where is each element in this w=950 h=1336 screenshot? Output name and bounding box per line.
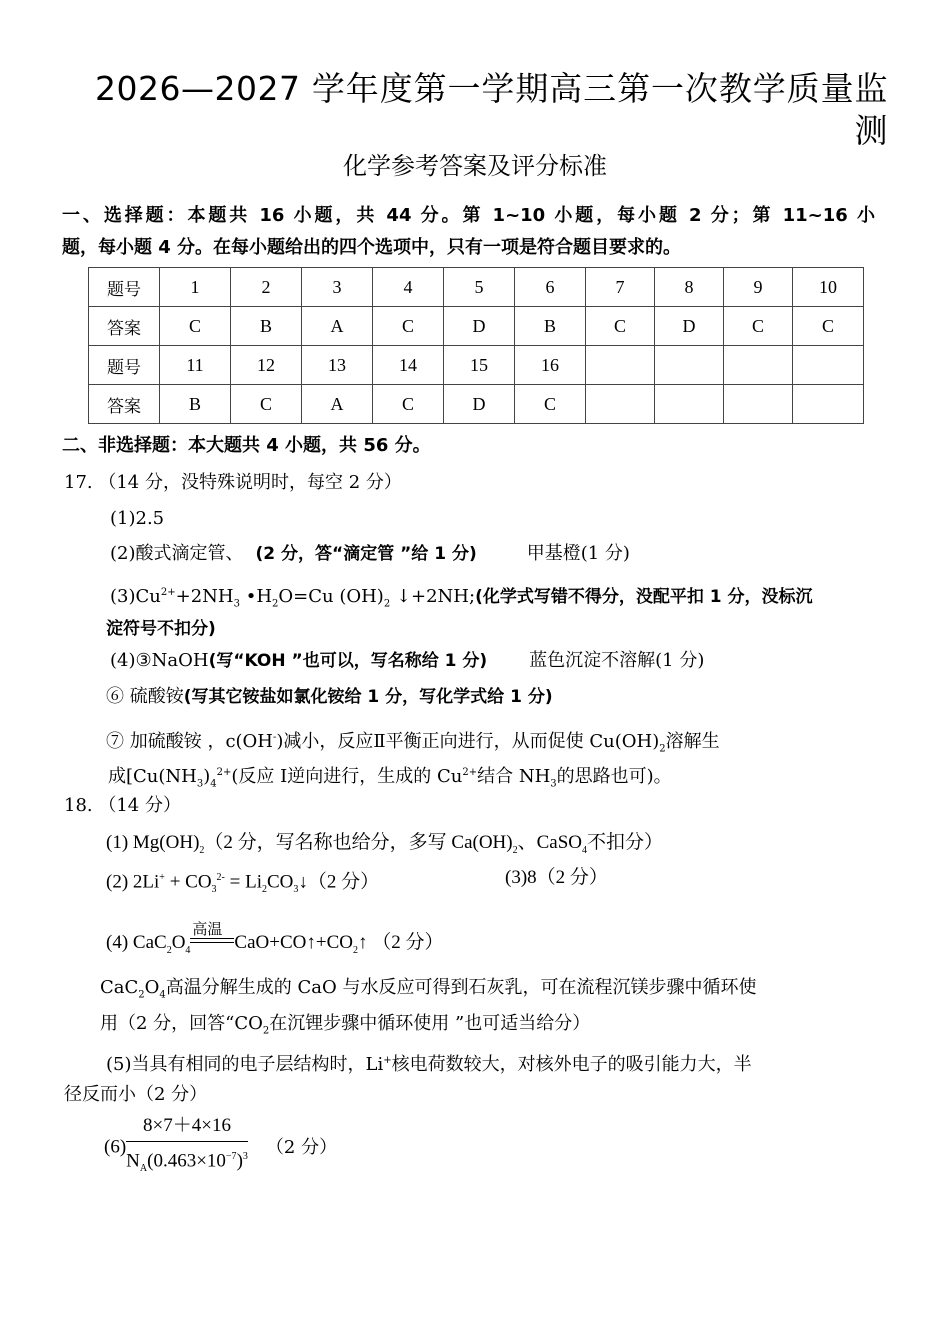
table-cell: [655, 385, 724, 424]
eq-sub: 3: [293, 884, 299, 896]
table-cell: A: [302, 307, 373, 346]
eq-sup: +: [383, 1055, 392, 1066]
q18-part4-explain-cont: [100, 1011, 590, 1045]
q17-part2-answer: (2)酸式滴定管、: [110, 543, 244, 564]
answer-text: 结合 NH: [477, 766, 551, 787]
table-cell: 题号: [89, 268, 160, 307]
table-cell: C: [586, 307, 655, 346]
eq-sub: 2: [383, 598, 391, 610]
table-cell: 3: [302, 268, 373, 307]
table-cell: [724, 385, 793, 424]
reaction-condition-label: 高温: [192, 920, 223, 938]
eq-sub: 2: [262, 884, 267, 896]
q17-part4-c: [106, 725, 720, 763]
fraction-denominator: [126, 1142, 248, 1182]
q18-header: 18. （14 分）: [64, 795, 181, 816]
table-cell: 题号: [89, 346, 160, 385]
table-cell: 14: [373, 346, 444, 385]
table-cell: 5: [444, 268, 515, 307]
answer-text: (反应 Ⅰ逆向进行，生成的 Cu: [231, 766, 463, 787]
answer-text: 用（2 分，回答“CO: [100, 1013, 263, 1034]
table-cell: [586, 385, 655, 424]
eq-text: •H: [239, 586, 273, 607]
table-cell: C: [515, 385, 586, 424]
eq-text: (3)Cu: [110, 586, 161, 607]
answer-text: ⑥ 硫酸铵: [106, 686, 184, 707]
table-cell: [655, 346, 724, 385]
reaction-condition: [190, 922, 234, 952]
eq-sub: 4: [185, 944, 191, 956]
answer-text: 高温分解生成的 CaO 与水反应可得到石灰乳，可在流程沉镁步骤中循环使: [165, 977, 757, 998]
table-cell: C: [793, 307, 864, 346]
table-cell: B: [160, 385, 231, 424]
q17-part3-note: (化学式写错不得分，没配平扣 1 分，没标沉: [475, 587, 813, 607]
answer-text: CaC: [100, 977, 139, 998]
q17-part3: [110, 580, 813, 618]
table-cell: C: [160, 307, 231, 346]
q18-part1: [106, 830, 663, 864]
q18-part4-equation: [106, 922, 443, 964]
eq-text: + CO: [164, 871, 212, 893]
q17-part2-indicator: 甲基橙(1 分): [526, 543, 630, 564]
answer-text: (5)当具有相同的电子层结构时，Li: [106, 1054, 384, 1075]
eq-sub: 4: [159, 989, 166, 1001]
q17-part4-note: (写其它铵盐如氯化铵给 1 分，写化学式给 1 分): [183, 687, 553, 707]
eq-sub: 2: [199, 844, 205, 856]
section1-line2: 题，每小题 4 分。在每小题给出的四个选项中，只有一项是符合题目要求的。: [62, 237, 682, 258]
answer-table: [88, 267, 864, 424]
answer-text: 蓝色沉淀不溶解(1 分): [529, 650, 705, 671]
table-cell: C: [724, 307, 793, 346]
eq-sub: 3: [233, 598, 240, 610]
q18-part5: [106, 1048, 752, 1078]
eq-sup: 2-: [216, 872, 225, 883]
eq-sup: 2+: [462, 767, 478, 778]
eq-sup: 3: [242, 1151, 248, 1162]
eq-text: ↑ （2 分）: [357, 932, 444, 953]
table-cell: 答案: [89, 307, 160, 346]
table-cell: [793, 346, 864, 385]
table-cell: [724, 346, 793, 385]
table-row: [89, 346, 864, 385]
double-line: [190, 938, 234, 939]
answer-text: O: [144, 977, 160, 998]
eq-sub: 3: [196, 778, 204, 790]
eq-text: ): [236, 1150, 243, 1172]
eq-text: (0.463×10: [147, 1150, 226, 1172]
table-cell: 8: [655, 268, 724, 307]
table-cell: 10: [793, 268, 864, 307]
density-fraction: [126, 1113, 248, 1182]
q17-header: 17. （14 分，没特殊说明时，每空 2 分）: [64, 472, 402, 493]
q18-part2: [106, 865, 379, 903]
q18-part3: (3)8（2 分）: [505, 867, 608, 888]
eq-sub: 4: [210, 778, 217, 790]
eq-sub: 2: [138, 989, 145, 1001]
table-cell: 13: [302, 346, 373, 385]
eq-text: +2NH: [175, 586, 234, 607]
section1-line1: 一、选择题：本题共 16 小题，共 44 分。第 1~10 小题，每小题 2 分；第 11~16 小: [62, 205, 875, 226]
table-cell: 11: [160, 346, 231, 385]
table-row: [89, 385, 864, 424]
table-cell: A: [302, 385, 373, 424]
table-cell: 7: [586, 268, 655, 307]
table-cell: 答案: [89, 385, 160, 424]
eq-sub: 2: [262, 1025, 270, 1037]
answer-text: 核电荷数较大，对核外电子的吸引能力大，半: [391, 1054, 752, 1075]
table-cell: 1: [160, 268, 231, 307]
page-subtitle: 化学参考答案及评分标准: [343, 152, 607, 180]
eq-sup: -: [273, 732, 277, 743]
table-row: [89, 268, 864, 307]
eq-text: ↓+2NH;: [390, 586, 476, 607]
eq-sup: −7: [225, 1151, 237, 1162]
q17-part2-note: (2 分，答“滴定管 ”给 1 分): [255, 544, 477, 564]
answer-text: ): [203, 766, 211, 787]
table-cell: C: [373, 307, 444, 346]
page-title: 2026—2027 学年度第一学期高三第一次教学质量监测: [95, 69, 888, 150]
eq-text: O=Cu (OH): [278, 586, 384, 607]
answer-text: 在沉锂步骤中循环使用 ”也可适当给分）: [269, 1013, 591, 1034]
q17-part4: [110, 648, 704, 674]
table-cell: [793, 385, 864, 424]
fraction-numerator: 8×7＋4×16: [126, 1113, 248, 1142]
eq-sub: 2: [166, 944, 172, 956]
eq-text: CaO+CO↑+CO: [234, 932, 353, 953]
table-cell: 15: [444, 346, 515, 385]
eq-text: ↓（2 分）: [298, 871, 380, 893]
answer-text: 、CaSO: [517, 832, 583, 853]
eq-sub: 4: [582, 844, 588, 856]
eq-text: O: [171, 932, 186, 953]
table-cell: C: [231, 385, 302, 424]
table-cell: D: [444, 307, 515, 346]
eq-sup: 2+: [160, 587, 176, 598]
eq-text: N: [126, 1150, 140, 1172]
answer-text: 的思路也可)。: [556, 766, 672, 787]
q18-part5-cont: 径反而小（2 分）: [64, 1084, 208, 1105]
double-line: [190, 942, 234, 943]
answer-text: (4)③NaOH: [110, 650, 209, 671]
q18-part6: [104, 1113, 337, 1182]
eq-sub: 3: [211, 884, 217, 896]
q17-part3-note-cont: 淀符号不扣分): [106, 619, 216, 639]
table-cell: 4: [373, 268, 444, 307]
q17-part4-d: [108, 760, 672, 798]
answer-text: 成[Cu(NH: [108, 766, 197, 787]
answer-text: ⑦ 加硫酸铵 ，c(OH: [106, 731, 274, 752]
table-cell: [586, 346, 655, 385]
q17-part4-b: [106, 684, 553, 710]
section2-heading: 二、非选择题：本大题共 4 小题，共 56 分。: [62, 435, 431, 456]
table-cell: 12: [231, 346, 302, 385]
table-cell: 9: [724, 268, 793, 307]
eq-sub: 2: [512, 844, 518, 856]
table-cell: 6: [515, 268, 586, 307]
table-cell: B: [231, 307, 302, 346]
answer-text: 溶解生: [665, 731, 720, 752]
answer-text: (1) Mg(OH): [106, 832, 200, 853]
eq-text: (2) 2Li: [106, 871, 160, 893]
eq-sub: A: [139, 1163, 148, 1175]
eq-text: CO: [267, 871, 294, 893]
table-cell: B: [515, 307, 586, 346]
eq-sub: 2: [659, 743, 666, 755]
table-row: [89, 307, 864, 346]
eq-sup: 2+: [216, 767, 232, 778]
eq-text: (4) CaC: [106, 932, 167, 953]
q18-part4-explain: [100, 975, 757, 1009]
eq-sub: 3: [550, 778, 557, 790]
q17-part1: (1)2.5: [110, 508, 165, 529]
eq-sub: 2: [272, 598, 279, 610]
answer-text: （2 分）: [265, 1136, 338, 1158]
table-cell: 2: [231, 268, 302, 307]
table-cell: C: [373, 385, 444, 424]
answer-text: 不扣分）: [587, 832, 664, 853]
table-cell: 16: [515, 346, 586, 385]
answer-text: )减小，反应Ⅱ平衡正向进行，从而促使 Cu(OH): [276, 731, 660, 752]
eq-sup: +: [159, 872, 165, 883]
answer-text: （2 分，写名称也给分，多写 Ca(OH): [204, 832, 513, 853]
q17-part2: [110, 541, 630, 567]
q17-part4-note: (写“KOH ”也可以，写名称给 1 分): [208, 651, 488, 671]
eq-sub: 2: [352, 944, 358, 956]
table-cell: D: [444, 385, 515, 424]
section1-instructions: [62, 200, 875, 264]
answer-text: (6): [104, 1136, 127, 1158]
table-cell: D: [655, 307, 724, 346]
eq-text: = Li: [224, 871, 262, 893]
